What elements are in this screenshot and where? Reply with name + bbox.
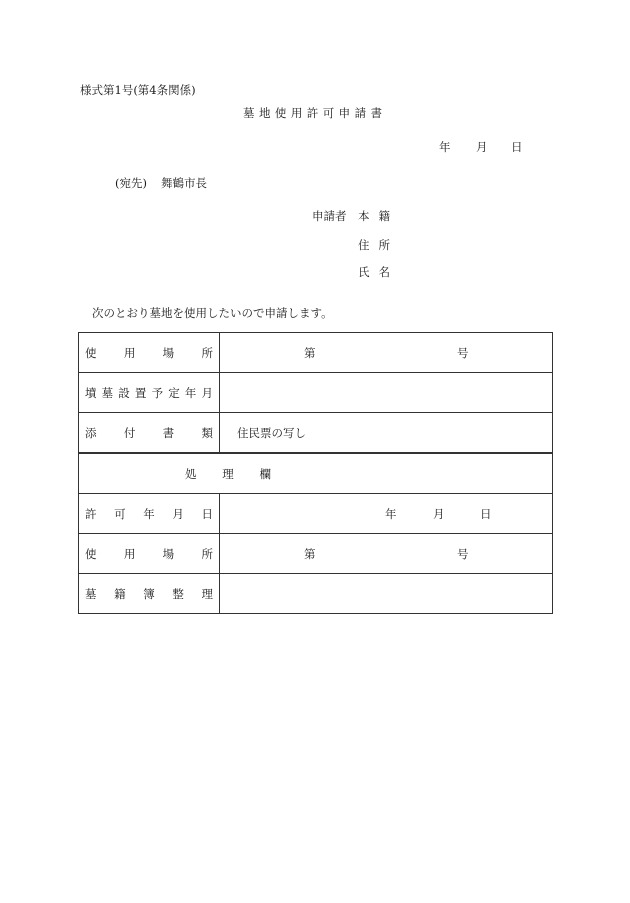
addressee-prefix: (宛先) [115, 176, 147, 190]
usage-place-label: 使 用 場 所 [79, 333, 220, 373]
statement: 次のとおり墓地を使用したいので申請します。 [92, 306, 333, 320]
usage-place-gou: 号 [457, 346, 469, 360]
construction-date-field[interactable] [220, 373, 553, 413]
usage-place2-dai: 第 [304, 547, 316, 561]
usage-place-field[interactable] [220, 333, 553, 373]
processing-header: 処 理 欄 [79, 453, 553, 494]
document-title: 墓 地 使 用 許 可 申 請 書 [243, 106, 382, 120]
register-label: 墓 籍 簿 整 理 [79, 574, 220, 614]
table-row [79, 333, 553, 373]
permit-date-field[interactable] [220, 494, 553, 534]
date-month: 月 [476, 140, 488, 154]
table-row [79, 574, 553, 614]
usage-place2-label: 使 用 場 所 [79, 534, 220, 574]
applicant-label: 申請者 [312, 209, 347, 223]
date-year: 年 [439, 140, 451, 154]
applicant-honseki: 本 籍 [358, 209, 390, 223]
table-row [79, 373, 553, 413]
construction-date-label: 墳 墓 設 置 予 定 年 月 [79, 373, 220, 413]
table-row [79, 494, 553, 534]
date-day: 日 [511, 140, 523, 154]
permit-year: 年 [385, 507, 397, 521]
register-field[interactable] [220, 574, 553, 614]
applicant-address: 住 所 [358, 238, 390, 252]
permit-date-label: 許 可 年 月 日 [79, 494, 220, 534]
form-number: 様式第1号(第4条関係) [80, 83, 196, 97]
usage-place2-gou: 号 [457, 547, 469, 561]
table-row [79, 413, 553, 454]
attachments-value: 住民票の写し [237, 426, 306, 440]
table-row [79, 534, 553, 574]
addressee-name: 舞鶴市長 [161, 176, 207, 190]
usage-place-dai: 第 [304, 346, 316, 360]
permit-day: 日 [480, 507, 492, 521]
attachments-label: 添 付 書 類 [79, 413, 220, 454]
application-table [78, 332, 553, 614]
applicant-name: 氏 名 [358, 265, 390, 279]
table-row [79, 453, 553, 494]
usage-place2-field[interactable] [220, 534, 553, 574]
permit-month: 月 [433, 507, 445, 521]
attachments-field[interactable] [220, 413, 553, 454]
